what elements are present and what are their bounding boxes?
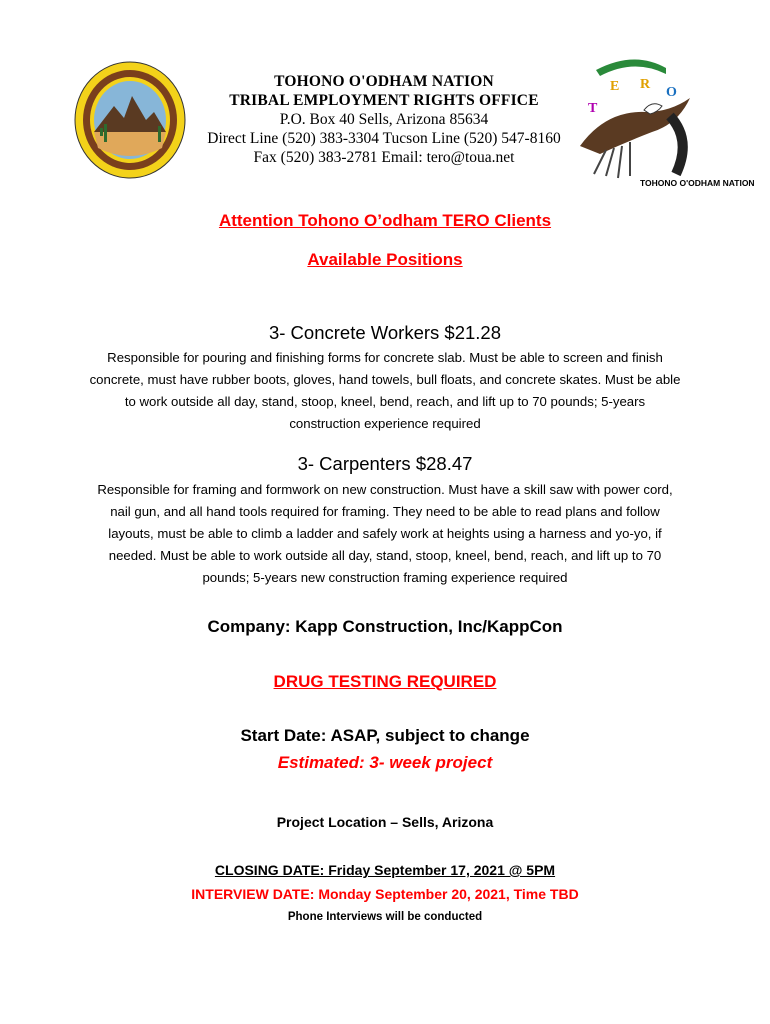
drug-testing-notice: DRUG TESTING REQUIRED xyxy=(273,672,497,691)
attention-heading: Attention Tohono O’odham TERO Clients xyxy=(218,211,552,230)
org-name: TOHONO O'ODHAM NATION xyxy=(274,73,494,90)
job-title-carpenters: 3- Carpenters $28.47 xyxy=(297,453,473,474)
job-description-concrete: Responsible for pouring and finishing forms for concrete slab. Must be able to screen and finish concrete, must have rubber boots, gloves, hand towels, bull floats, and concrete skates. Must be able to work outside all day, stand, stoop, kneel, bend, reach, and lift up to 70 pounds; 5-years construction experience required xyxy=(89,350,681,431)
closing-date: CLOSING DATE: Friday September 17, 2021 @ 5PM xyxy=(214,862,556,878)
organization-block xyxy=(188,72,580,167)
office-name: TRIBAL EMPLOYMENT RIGHTS OFFICE xyxy=(229,92,539,109)
svg-text:E: E xyxy=(610,79,620,94)
letterhead xyxy=(0,0,770,200)
nation-seal-icon xyxy=(74,60,186,180)
svg-text:R: R xyxy=(640,77,651,92)
tero-eagle-logo-icon xyxy=(566,50,755,190)
project-location: Project Location – Sells, Arizona xyxy=(276,814,494,830)
logo-nation-text: TOHONO O'ODHAM NATION xyxy=(640,178,755,188)
address: P.O. Box 40 Sells, Arizona 85634 xyxy=(279,111,489,128)
phone-interview-note: Phone Interviews will be conducted xyxy=(287,911,483,923)
svg-text:T: T xyxy=(588,101,598,116)
phone-lines: Direct Line (520) 383-3304 Tucson Line (520) 547-8160 xyxy=(207,130,561,147)
fax-email: Fax (520) 383-2781 Email: tero@toua.net xyxy=(253,149,515,166)
start-date: Start Date: ASAP, subject to change xyxy=(240,726,530,745)
interview-date: INTERVIEW DATE: Monday September 20, 2021, Time TBD xyxy=(191,886,579,902)
available-positions-heading: Available Positions xyxy=(307,250,463,269)
job-description-carpenters: Responsible for framing and formwork on new construction. Must have a skill saw with power cord, nail gun, and all hand tools required for framing. They need to be able to read plans and follow layouts, must be able to climb a ladder and safely work at heights using a harness and yo-yo, if needed. Must be able to work outside all day, stand, stoop, kneel, bend, reach, and lift up to 70 pounds; 5-years new construction framing experience required xyxy=(97,482,673,585)
job-title-concrete: 3- Concrete Workers $21.28 xyxy=(268,322,502,343)
svg-text:O: O xyxy=(666,85,677,100)
company-name: Company: Kapp Construction, Inc/KappCon xyxy=(207,617,563,636)
estimated-duration: Estimated: 3- week project xyxy=(277,753,493,772)
